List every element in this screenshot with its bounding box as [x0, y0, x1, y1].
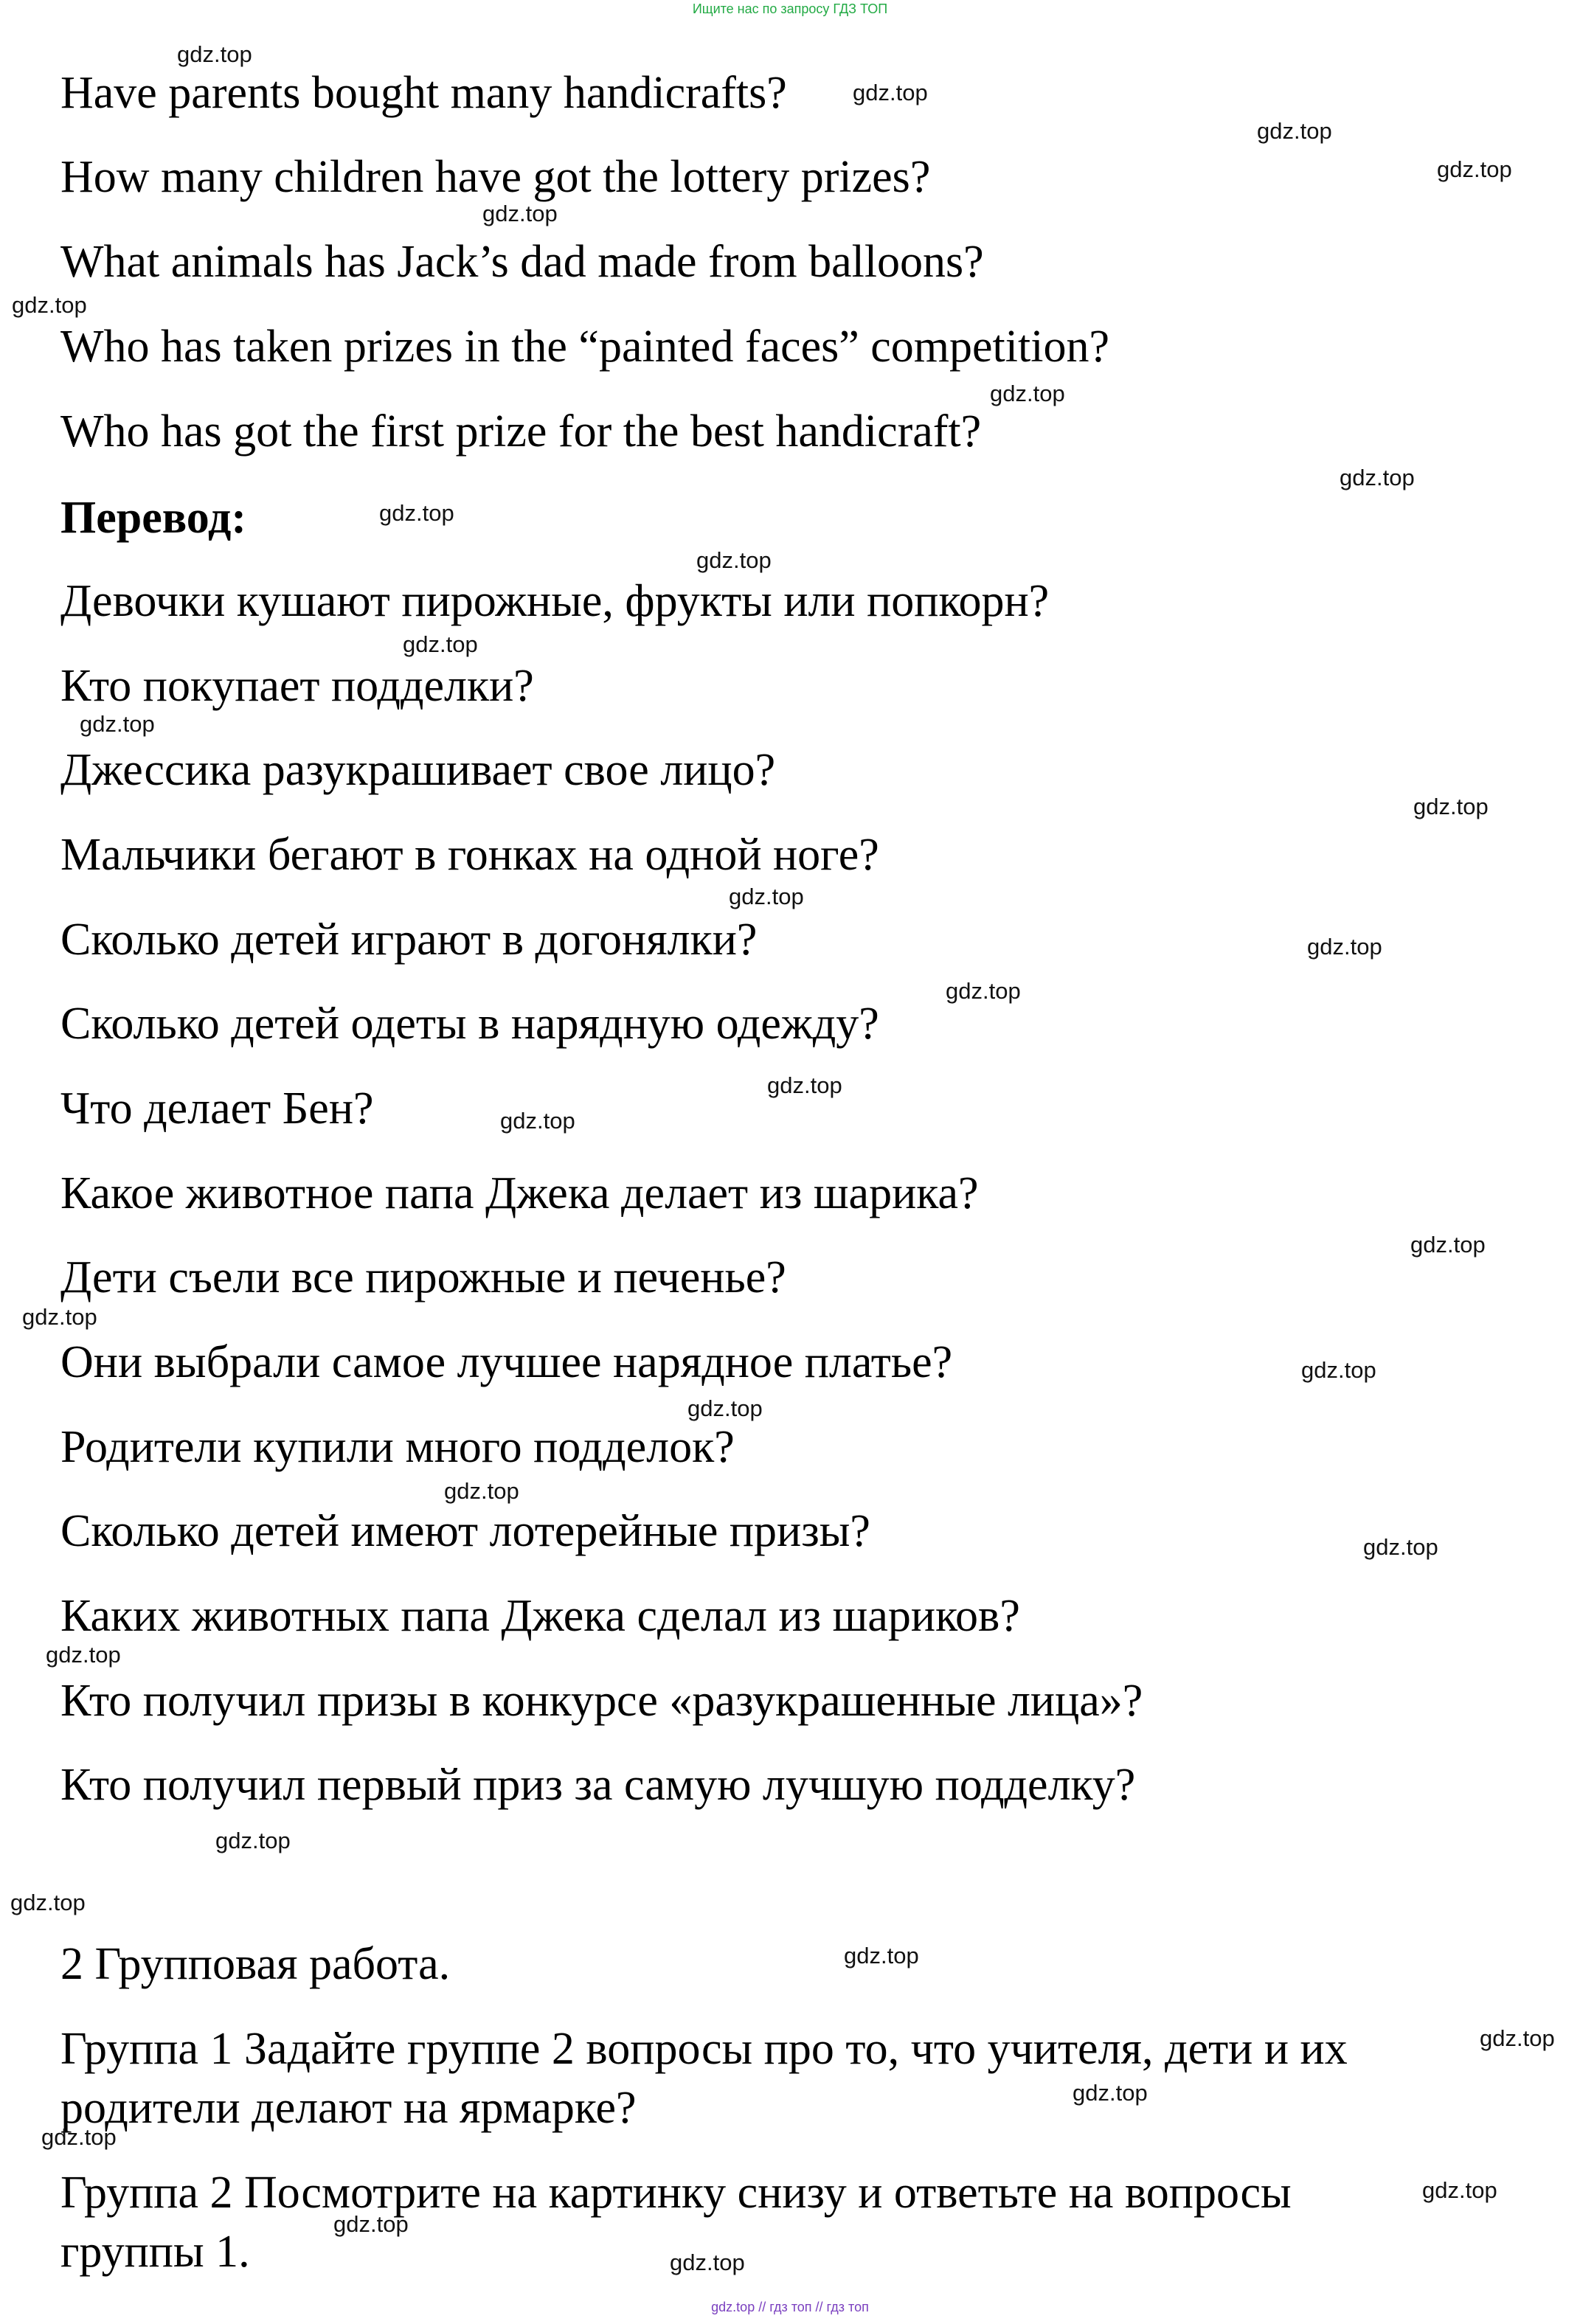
watermark: gdz.top	[41, 2124, 117, 2150]
watermark: gdz.top	[687, 1395, 763, 1421]
translation-ru-7: Что делает Бен?	[60, 1083, 374, 1134]
translation-ru-15: Кто получил первый приз за самую лучшую подделку?	[60, 1760, 1136, 1810]
translation-ru-6: Сколько детей одеты в нарядную одежду?	[60, 999, 879, 1049]
watermark: gdz.top	[379, 500, 454, 526]
watermark: gdz.top	[444, 1478, 519, 1504]
top-banner: Ищите нас по запросу ГДЗ ТОП	[692, 1, 888, 16]
question-en-1: Have parents bought many handicrafts?	[60, 68, 787, 118]
watermark: gdz.top	[10, 1890, 86, 1915]
watermark: gdz.top	[403, 631, 478, 657]
group1-line1: Группа 1 Задайте группе 2 вопросы про то, что учителя, дети и их	[60, 2024, 1348, 2074]
watermark: gdz.top	[22, 1304, 97, 1330]
watermark: gdz.top	[1257, 118, 1332, 144]
question-en-5: Who has got the first prize for the best handicraft?	[60, 406, 982, 457]
watermark: gdz.top	[12, 292, 87, 318]
watermark: gdz.top	[482, 201, 558, 226]
question-en-3: What animals has Jack’s dad made from balloons?	[60, 237, 984, 287]
translation-ru-12: Сколько детей имеют лотерейные призы?	[60, 1506, 870, 1556]
watermark: gdz.top	[844, 1943, 919, 1969]
task-title: 2 Групповая работа.	[60, 1939, 451, 1989]
watermark: gdz.top	[1340, 465, 1415, 490]
watermark: gdz.top	[1307, 934, 1382, 960]
question-en-2: How many children have got the lottery prizes?	[60, 152, 931, 202]
question-en-4: Who has taken prizes in the “painted faces” competition?	[60, 322, 1109, 372]
watermark: gdz.top	[1410, 1232, 1486, 1258]
watermark: gdz.top	[46, 1642, 121, 1668]
watermark: gdz.top	[1422, 2177, 1497, 2203]
watermark: gdz.top	[80, 711, 155, 737]
watermark: gdz.top	[696, 547, 772, 573]
translation-ru-10: Они выбрали самое лучшее нарядное платье?	[60, 1337, 953, 1387]
translation-ru-8: Какое животное папа Джека делает из шарика?	[60, 1168, 979, 1218]
translation-ru-3: Джессика разукрашивает свое лицо?	[60, 745, 776, 795]
bottom-banner: gdz.top // гдз топ // гдз топ	[711, 2300, 869, 2314]
translation-ru-11: Родители купили много подделок?	[60, 1422, 735, 1472]
watermark: gdz.top	[500, 1108, 575, 1134]
group2-line1: Группа 2 Посмотрите на картинку снизу и ответьте на вопросы	[60, 2168, 1292, 2218]
translation-ru-1: Девочки кушают пирожные, фрукты или попкорн?	[60, 576, 1050, 626]
watermark: gdz.top	[1301, 1357, 1376, 1383]
watermark: gdz.top	[1073, 2080, 1148, 2106]
translation-ru-4: Мальчики бегают в гонках на одной ноге?	[60, 830, 879, 880]
watermark: gdz.top	[946, 978, 1021, 1004]
watermark: gdz.top	[1437, 156, 1512, 182]
translation-ru-9: Дети съели все пирожные и печенье?	[60, 1252, 786, 1303]
watermark: gdz.top	[670, 2250, 745, 2275]
translation-ru-13: Каких животных папа Джека сделал из шариков?	[60, 1591, 1020, 1641]
translation-ru-2: Кто покупает подделки?	[60, 661, 534, 711]
watermark: gdz.top	[990, 381, 1065, 406]
watermark: gdz.top	[1480, 2025, 1555, 2051]
translation-heading: Перевод:	[60, 493, 247, 543]
watermark: gdz.top	[215, 1828, 291, 1853]
watermark: gdz.top	[767, 1072, 842, 1098]
watermark: gdz.top	[177, 41, 252, 67]
watermark: gdz.top	[853, 80, 928, 105]
translation-ru-14: Кто получил призы в конкурсе «разукрашенные лица»?	[60, 1676, 1143, 1726]
watermark: gdz.top	[729, 884, 804, 909]
watermark: gdz.top	[1363, 1534, 1438, 1560]
group1-line2: родители делают на ярмарке?	[60, 2083, 637, 2133]
watermark: gdz.top	[1413, 794, 1489, 819]
translation-ru-5: Сколько детей играют в догонялки?	[60, 915, 758, 965]
watermark: gdz.top	[333, 2211, 409, 2237]
group2-line2: группы 1.	[60, 2227, 250, 2277]
